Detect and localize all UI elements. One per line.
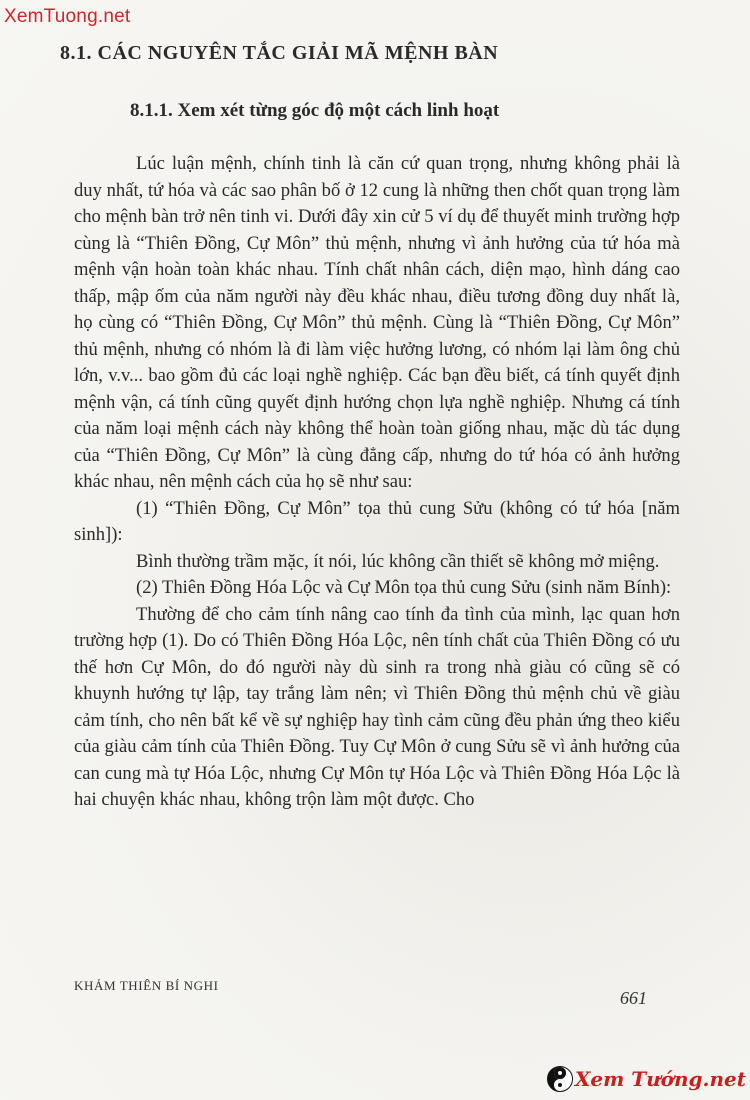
paragraph: (1) “Thiên Đồng, Cự Môn” tọa thủ cung Sửu (không có tứ hóa [năm sinh]):: [74, 497, 680, 545]
paragraph: Thường để cho cảm tính nâng cao tính đa tình của mình, lạc quan hơn trường hợp (1). Do có Thiên Đồng Hóa Lộc, nên tính chất của Thiên Đồng có ưu thế hơn Cự Môn, do đó người này dù sinh ra trong nhà giàu có cũng sẽ có khuynh hướng tự lập, tay trắng làm nên; vì Thiên Đồng thủ mệnh chủ về giàu cảm tính, cho nên bất kể về sự nghiệp hay tình cảm cũng đều phản ứng theo kiểu của giàu cảm tính của Thiên Đồng. Tuy Cự Môn ở cung Sửu sẽ vì ảnh hưởng của can cung mà tự Hóa Lộc, nhưng Cự Môn tự Hóa Lộc và Thiên Đồng Hóa Lộc là hai chuyện khác nhau, không trộn làm một được. Cho: [74, 603, 680, 810]
watermark-top: XemTuong.net: [4, 6, 131, 27]
brand-logo-text: Xem Tướng.net: [574, 1067, 746, 1091]
section-heading: 8.1.1. Xem xét từng góc độ một cách linh hoạt: [130, 100, 500, 121]
paragraph: Bình thường trầm mặc, ít nói, lúc không cần thiết sẽ không mở miệng.: [136, 550, 660, 572]
brand-logo: [547, 1066, 746, 1092]
paragraph: Lúc luận mệnh, chính tinh là căn cứ quan trọng, nhưng không phải là duy nhất, tứ hóa và các sao phân bố ở 12 cung là những then chốt quan trọng làm cho mệnh bàn trở nên tinh vi. Dưới đây xin cử 5 ví dụ để thuyết minh trường hợp cùng là “Thiên Đồng, Cự Môn” thủ mệnh, nhưng vì ảnh hưởng của tứ hóa mà mệnh vận hoàn toàn khác nhau. Tính chất nhân cách, diện mạo, hình dáng cao thấp, mập ốm của năm người này đều khác nhau, điều tương đồng duy nhất là, họ cùng có “Thiên Đồng, Cự Môn” thủ mệnh. Cùng là “Thiên Đồng, Cự Môn” thủ mệnh, nhưng có nhóm là đi làm việc hưởng lương, có nhóm lại làm ông chủ lớn, v.v... bao gồm đủ các loại nghề nghiệp. Các bạn đều biết, cá tính quyết định mệnh vận, cá tính cũng quyết định hướng chọn lựa nghề nghiệp. Nhưng cá tính của năm loại mệnh cách này không thể hoàn toàn giống nhau, mặc dù tác dụng của “Thiên Đồng, Cự Môn” là cùng đẳng cấp, nhưng do tứ hóa có ảnh hưởng khác nhau, nên mệnh cách của họ sẽ như sau:: [74, 153, 680, 492]
paragraph: (2) Thiên Đồng Hóa Lộc và Cự Môn tọa thủ cung Sửu (sinh năm Bính):: [136, 577, 672, 598]
chapter-heading: 8.1. CÁC NGUYÊN TẮC GIẢI MÃ MỆNH BÀN: [60, 42, 499, 64]
running-footer-title: KHẢM THIÊN BÍ NGHI: [74, 978, 219, 993]
page-number: 661: [620, 988, 647, 1008]
yin-yang-icon: [547, 1066, 573, 1092]
body-text: [74, 151, 680, 814]
